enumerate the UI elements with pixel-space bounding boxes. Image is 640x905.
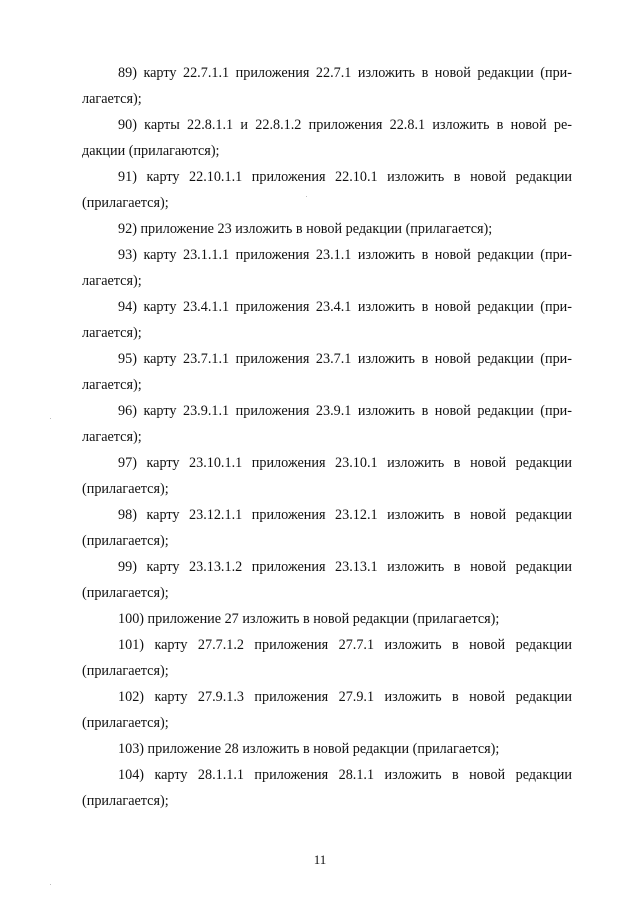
list-item-first-line: 104) карту 28.1.1.1 приложения 28.1.1 изложить в новой редакции: [118, 767, 572, 783]
list-item: [82, 502, 572, 554]
list-item-continuation: (прилагается);: [82, 585, 169, 601]
list-item-continuation: лагается);: [82, 429, 142, 445]
list-item-continuation: дакции (прилагаются);: [82, 143, 220, 159]
list-item: [82, 346, 572, 398]
list-item-continuation: (прилагается);: [82, 533, 169, 549]
list-item-continuation: лагается);: [82, 273, 142, 289]
list-item-first-line: 92) приложение 23 изложить в новой редакции (прилагается);: [118, 221, 493, 237]
list-item-first-line: 91) карту 22.10.1.1 приложения 22.10.1 изложить в новой редакции: [118, 169, 572, 185]
page-number: 11: [313, 852, 327, 867]
list-item-continuation: (прилагается);: [82, 481, 169, 497]
list-item-first-line: 95) карту 23.7.1.1 приложения 23.7.1 изложить в новой редакции (при-: [118, 351, 572, 367]
scan-speck: [306, 196, 307, 197]
list-item-first-line: 90) карты 22.8.1.1 и 22.8.1.2 приложения 22.8.1 изложить в новой ре-: [118, 117, 572, 133]
scan-speck: [50, 418, 51, 419]
list-item: [82, 164, 572, 216]
list-item-continuation: (прилагается);: [82, 663, 169, 679]
list-item-continuation: лагается);: [82, 91, 142, 107]
list-item: [82, 216, 572, 242]
list-item-continuation: (прилагается);: [82, 793, 169, 809]
list-item-first-line: 101) карту 27.7.1.2 приложения 27.7.1 изложить в новой редакции: [118, 637, 572, 653]
list-item: [82, 606, 572, 632]
list-item: [82, 450, 572, 502]
list-item-continuation: (прилагается);: [82, 715, 169, 731]
list-item-first-line: 100) приложение 27 изложить в новой редакции (прилагается);: [118, 611, 500, 627]
list-item: [82, 60, 572, 112]
list-item-continuation: (прилагается);: [82, 195, 169, 211]
list-item: [82, 398, 572, 450]
list-item-first-line: 93) карту 23.1.1.1 приложения 23.1.1 изложить в новой редакции (при-: [118, 247, 572, 263]
list-item: [82, 242, 572, 294]
list-item-continuation: лагается);: [82, 377, 142, 393]
list-item: [82, 684, 572, 736]
list-item: [82, 632, 572, 684]
list-item: [82, 736, 572, 762]
list-item-first-line: 97) карту 23.10.1.1 приложения 23.10.1 изложить в новой редакции: [118, 455, 572, 471]
list-item-first-line: 103) приложение 28 изложить в новой редакции (прилагается);: [118, 741, 500, 757]
list-item: [82, 294, 572, 346]
list-item-first-line: 99) карту 23.13.1.2 приложения 23.13.1 изложить в новой редакции: [118, 559, 572, 575]
list-item-first-line: 94) карту 23.4.1.1 приложения 23.4.1 изложить в новой редакции (при-: [118, 299, 572, 315]
list-item-first-line: 96) карту 23.9.1.1 приложения 23.9.1 изложить в новой редакции (при-: [118, 403, 572, 419]
document-body: [82, 60, 572, 814]
scan-speck: [50, 884, 51, 885]
list-item: [82, 554, 572, 606]
list-item: [82, 112, 572, 164]
list-item-first-line: 89) карту 22.7.1.1 приложения 22.7.1 изложить в новой редакции (при-: [118, 65, 572, 81]
list-item-continuation: лагается);: [82, 325, 142, 341]
list-item: [82, 762, 572, 814]
list-item-first-line: 102) карту 27.9.1.3 приложения 27.9.1 изложить в новой редакции: [118, 689, 572, 705]
list-item-first-line: 98) карту 23.12.1.1 приложения 23.12.1 изложить в новой редакции: [118, 507, 572, 523]
